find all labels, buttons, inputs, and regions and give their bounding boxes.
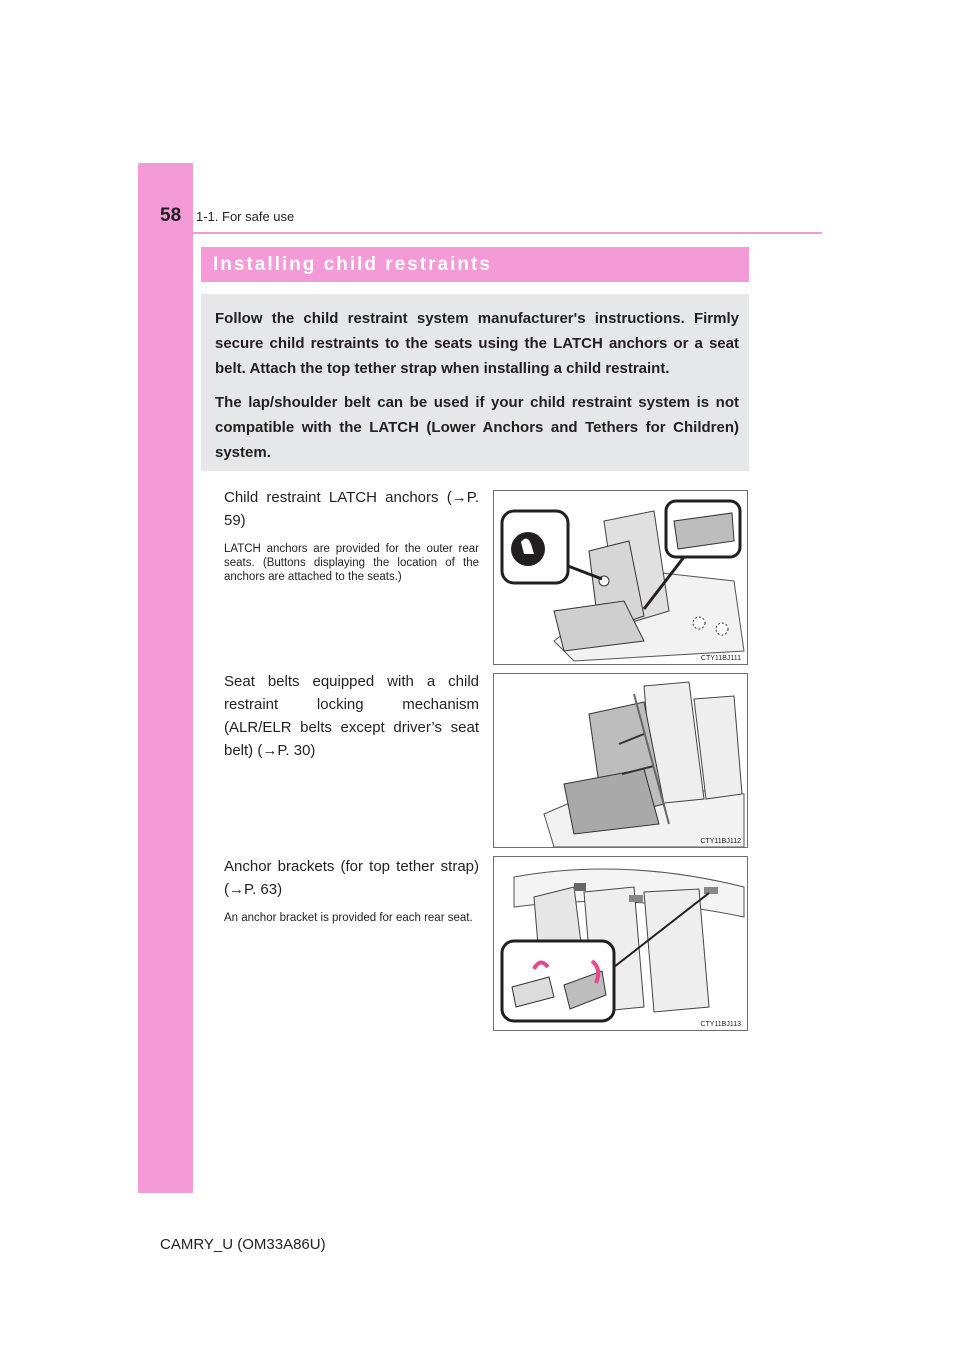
item-title: Child restraint LATCH anchors (→P. 59) [224,489,479,529]
intro-paragraph-1: Follow the child restraint system manufacturer's instructions. Firmly secure child restraints to the seats using the LATCH anchors or a seat belt. Attach the top tether strap when installing a child restraint. [215,310,739,377]
item-locking-seat-belts [224,670,479,762]
manual-code: CAMRY_U (OM33A86U) [160,1236,326,1253]
seat-belt-illustration [493,673,748,848]
item-note: LATCH anchors are provided for the outer rear seats. (Buttons displaying the location of the anchors are attached to the seats.) [224,543,479,583]
intro-paragraph-2: The lap/shoulder belt can be used if your child restraint system is not compatible with the LATCH (Lower Anchors and Tethers for Children) system. [215,394,739,461]
figure-code: CTY11BJ111 [700,655,741,662]
header-divider [193,232,822,234]
item-note: An anchor bracket is provided for each rear seat. [224,912,473,924]
figure-code: CTY11BJ113 [700,1021,741,1028]
item-anchor-brackets [224,855,479,925]
item-title: Seat belts equipped with a child restraint locking mechanism (ALR/ELR belts except driver’s seat belt) (→P. 30) [224,673,479,759]
intro-box [201,294,749,471]
item-latch-anchors [224,486,479,584]
section-reference: 1-1. For safe use [196,209,295,224]
section-title: Installing child restraints [201,247,749,282]
figure-code: CTY11BJ112 [700,838,741,845]
item-title: Anchor brackets (for top tether strap) (→P. 63) [224,858,479,898]
anchor-bracket-illustration [493,856,748,1031]
page-number: 58 [160,205,182,226]
latch-anchor-illustration [493,490,748,665]
chapter-tab-bar [138,163,193,1193]
